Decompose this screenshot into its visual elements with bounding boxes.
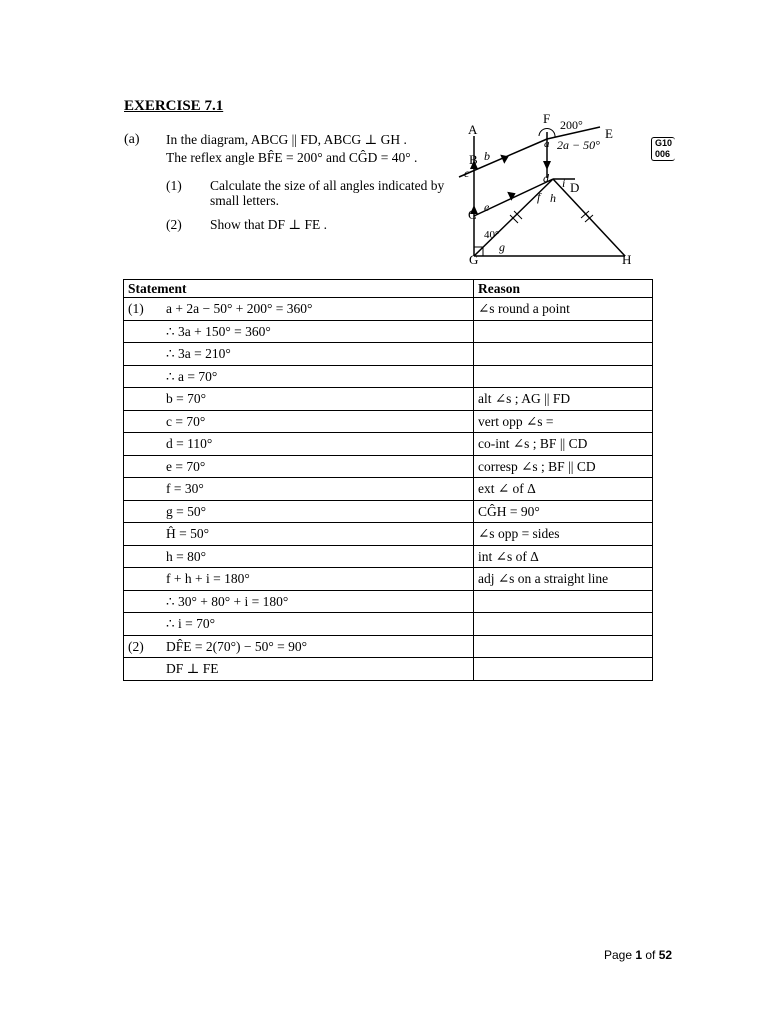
angle-label-b: b: [484, 149, 490, 163]
statement-cell: [124, 635, 474, 658]
footer-prefix: Page: [604, 948, 636, 962]
angle-40-label: 40°: [484, 229, 500, 241]
reason-cell: [474, 658, 653, 681]
statement-text: d = 110°: [166, 436, 213, 452]
statement-text: ∴ i = 70°: [166, 616, 215, 632]
statement-text: h = 80°: [166, 548, 207, 564]
footer-current-page: 1: [635, 948, 643, 962]
table-row: [124, 545, 653, 568]
arrow-right-icon: [500, 152, 510, 164]
statement-text: DF ⊥ FE: [166, 661, 219, 677]
table-row: [124, 635, 653, 658]
reason-header: Reason: [474, 280, 653, 298]
statement-text: a + 2a − 50° + 200° = 360°: [166, 301, 313, 317]
statement-text: ∴ 3a + 150° = 360°: [166, 323, 271, 339]
table-row: [124, 365, 653, 388]
statement-cell: [124, 365, 474, 388]
angle-label-f: f: [537, 190, 541, 204]
table-row: [124, 590, 653, 613]
point-label-h: H: [622, 252, 632, 267]
reason-cell: [474, 365, 653, 388]
statement-text: f = 30°: [166, 481, 204, 497]
row-number: (1): [128, 301, 144, 317]
badge-line-2: 006: [655, 149, 671, 159]
angle-2a-label: 2a − 50°: [557, 138, 600, 152]
table-row: [124, 298, 653, 321]
table-row: [124, 433, 653, 456]
line-dh: [553, 179, 625, 256]
point-label-g: G: [469, 252, 479, 267]
statement-text: Ĥ = 50°: [166, 526, 210, 542]
statement-cell: [124, 320, 474, 343]
row-number: (2): [128, 638, 144, 654]
statement-header: Statement: [124, 280, 474, 298]
table-row: [124, 523, 653, 546]
angle-label-g: g: [499, 240, 505, 254]
geometry-diagram: [455, 108, 645, 270]
statement-text: ∴ a = 70°: [166, 368, 218, 384]
question-line-1: In the diagram, ABCG || FD, ABCG ⊥ GH .: [166, 132, 407, 147]
statement-cell: [124, 590, 474, 613]
exercise-title: EXERCISE 7.1: [124, 98, 224, 114]
question-line-2: The reflex angle BF̂E = 200° and CĜD = 40° .: [166, 150, 418, 165]
table-header-row: [124, 280, 653, 298]
statement-text: c = 70°: [166, 413, 206, 429]
point-label-b: B: [469, 152, 478, 167]
reason-cell: alt ∠s ; AG || FD: [474, 388, 653, 411]
point-label-c: C: [468, 207, 477, 222]
angle-label-a: a: [544, 138, 550, 150]
statement-text: ∴ 30° + 80° + i = 180°: [166, 593, 289, 609]
point-label-e: E: [605, 126, 613, 141]
badge-line-1: G10: [655, 138, 673, 148]
reason-cell: int ∠s of Δ: [474, 545, 653, 568]
table-row: [124, 500, 653, 523]
statement-cell: [124, 658, 474, 681]
table-row: [124, 388, 653, 411]
statement-cell: [124, 433, 474, 456]
statement-cell: [124, 500, 474, 523]
statement-cell: [124, 613, 474, 636]
reason-cell: vert opp ∠s =: [474, 410, 653, 433]
reason-cell: corresp ∠s ; BF || CD: [474, 455, 653, 478]
reason-cell: CĜH = 90°: [474, 500, 653, 523]
page-footer: [604, 948, 672, 962]
statement-cell: [124, 478, 474, 501]
statement-text: e = 70°: [166, 458, 206, 474]
sub-question-1-number: (1): [166, 178, 182, 193]
statement-cell: [124, 545, 474, 568]
angle-label-e: e: [484, 200, 490, 214]
angle-label-c: c: [464, 166, 470, 180]
reason-cell: [474, 613, 653, 636]
proof-table: [123, 279, 653, 681]
proof-table-body: [124, 298, 653, 681]
statement-text: f + h + i = 180°: [166, 571, 250, 587]
line-gd: [474, 179, 553, 256]
table-row: [124, 343, 653, 366]
question-part-label: (a): [124, 132, 140, 147]
reason-cell: [474, 320, 653, 343]
question-code-badge: [651, 137, 675, 161]
table-row: [124, 613, 653, 636]
reason-cell: [474, 635, 653, 658]
statement-cell: [124, 343, 474, 366]
reason-cell: co-int ∠s ; BF || CD: [474, 433, 653, 456]
statement-cell: [124, 568, 474, 591]
footer-middle: of: [642, 948, 659, 962]
table-row: [124, 658, 653, 681]
statement-text: DF̂E = 2(70°) − 50° = 90°: [166, 638, 308, 654]
reason-cell: ∠s opp = sides: [474, 523, 653, 546]
reason-cell: adj ∠s on a straight line: [474, 568, 653, 591]
sub-question-2-text: Show that DF ⊥ FE .: [210, 217, 327, 232]
point-label-f: F: [543, 111, 551, 126]
sub-question-2-number: (2): [166, 217, 182, 232]
statement-cell: [124, 410, 474, 433]
arrow-down-icon: [543, 161, 551, 170]
angle-label-i: i: [562, 176, 566, 190]
statement-cell: [124, 388, 474, 411]
table-row: [124, 320, 653, 343]
statement-text: ∴ 3a = 210°: [166, 346, 231, 362]
footer-total-pages: 52: [658, 948, 673, 962]
table-row: [124, 478, 653, 501]
table-row: [124, 568, 653, 591]
reason-cell: ext ∠ of Δ: [474, 478, 653, 501]
reason-cell: ∠s round a point: [474, 298, 653, 321]
statement-cell: [124, 523, 474, 546]
statement-cell: [124, 455, 474, 478]
table-row: [124, 455, 653, 478]
reason-cell: [474, 343, 653, 366]
point-label-a: A: [468, 122, 478, 137]
point-label-d: D: [570, 180, 580, 195]
sub-question-1-text: Calculate the size of all angles indicated by small letters.: [210, 178, 445, 208]
statement-cell: [124, 298, 474, 321]
reflex-angle-label: 200°: [560, 118, 583, 132]
angle-label-d: d: [543, 171, 549, 185]
table-row: [124, 410, 653, 433]
angle-label-h: h: [550, 191, 556, 205]
reason-cell: [474, 590, 653, 613]
statement-text: b = 70°: [166, 391, 207, 407]
statement-text: g = 50°: [166, 503, 207, 519]
